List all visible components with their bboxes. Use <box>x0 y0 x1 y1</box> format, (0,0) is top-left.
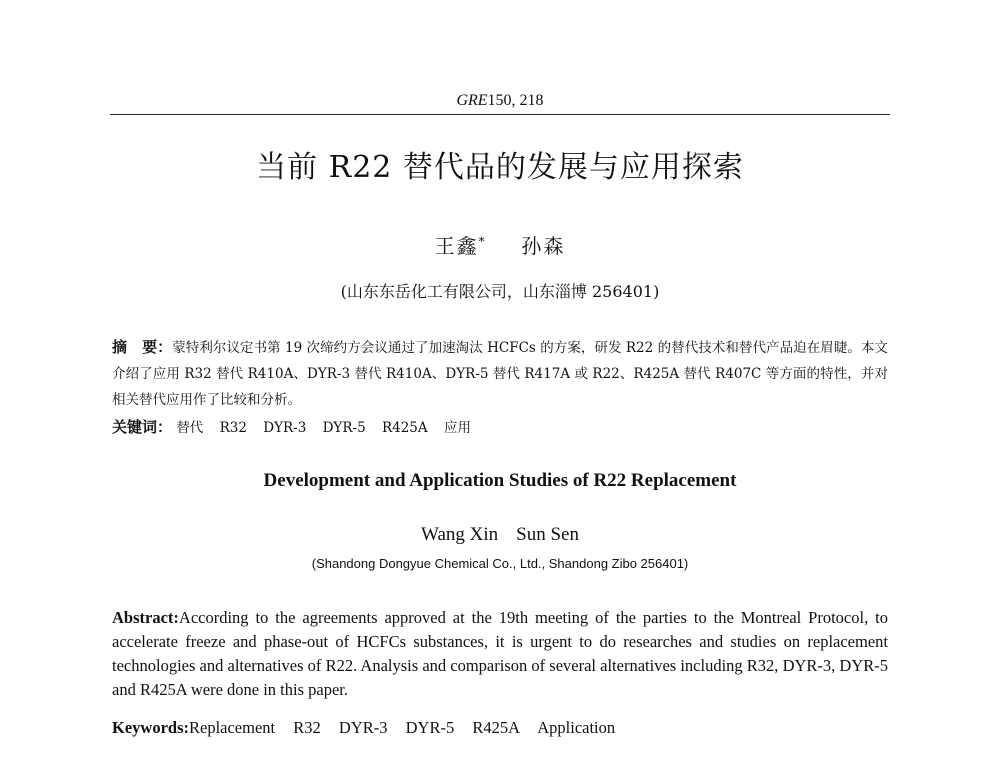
english-author-2: Sun Sen <box>516 524 579 545</box>
chinese-keyword: R32 <box>219 420 247 436</box>
english-abstract <box>112 606 888 702</box>
chinese-author-2: 孙森 <box>521 234 566 258</box>
english-abstract-label: Abstract: <box>112 608 179 627</box>
chinese-keywords-label: 关键词： <box>112 418 173 436</box>
chinese-abstract-label: 摘 要： <box>112 338 173 356</box>
journal-reference <box>0 92 1000 110</box>
english-keyword: DYR-5 <box>405 718 455 737</box>
english-affiliation: (Shandong Dongyue Chemical Co., Ltd., Shandong Zibo 256401) <box>311 556 689 571</box>
english-authors <box>0 524 1000 546</box>
english-keyword: R32 <box>293 718 321 737</box>
chinese-affiliation: (山东东岳化工有限公司，山东淄博 256401) <box>340 282 660 301</box>
chinese-abstract-text: 蒙特利尔议定书第 19 次缔约方会议通过了加速淘汰 HCFCs 的方案，研发 R22 的替代技术和替代产品迫在眉睫。本文介绍了应用 R32 替代 R410A、DYR-3 替代 R410A、DYR-5 替代 R417A 或 R22、R425A 替代 R407C 等方面的特性，并对相关替代应用作了比较和分析。 <box>112 340 888 408</box>
english-author-1: Wang Xin <box>421 524 499 545</box>
chinese-abstract <box>112 334 888 413</box>
english-abstract-text: According to the agreements approved at the 19th meeting of the parties to the Montreal Protocol, to accelerate freeze and phase-out of HCFCs substances, it is urgent to do researches and studies on replacement technologies and alternatives of R22. Analysis and comparison of several alternatives including R32, DYR-3, DYR-5 and R425A were done in this paper. <box>112 608 888 699</box>
chinese-keyword: 应用 <box>443 420 471 436</box>
chinese-keyword: DYR-3 <box>263 420 307 436</box>
chinese-author-1: 王鑫 <box>434 234 479 258</box>
english-keywords <box>112 718 888 738</box>
chinese-keywords <box>112 416 888 437</box>
english-keyword: R425A <box>472 718 521 737</box>
english-title: Development and Application Studies of R22 Replacement <box>263 470 737 491</box>
english-keyword: DYR-3 <box>338 718 388 737</box>
chinese-keyword: R425A <box>381 420 428 436</box>
journal-numbers: 150, 218 <box>487 92 544 109</box>
english-keyword: Application <box>537 718 616 737</box>
chinese-keyword: DYR-5 <box>322 420 366 436</box>
chinese-title: 当前 R22 替代品的发展与应用探索 <box>256 150 744 185</box>
chinese-authors <box>0 230 1000 259</box>
journal-code: GRE <box>456 92 488 109</box>
english-keywords-label: Keywords: <box>112 718 189 737</box>
english-keyword: Replacement <box>189 718 276 737</box>
corresponding-author-mark: * <box>478 234 487 249</box>
header-rule <box>110 114 890 115</box>
chinese-keyword: 替代 <box>176 420 204 436</box>
